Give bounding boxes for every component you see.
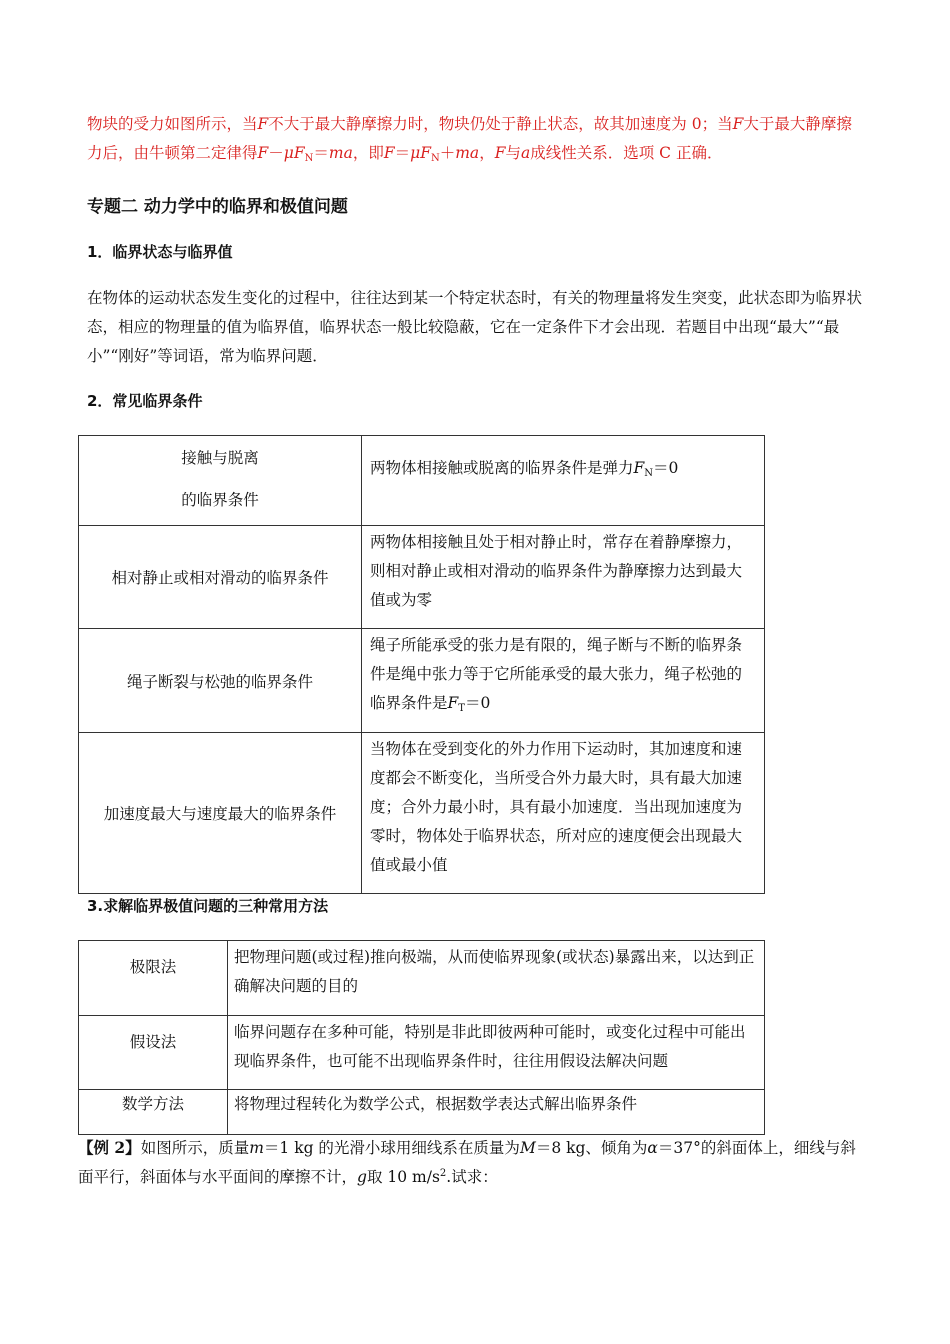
example-2: 【例 2】如图所示，质量m＝1 kg 的光滑小球用细线系在质量为M＝8 kg、倾角为α＝37°的斜面体上，细线与斜面平行，斜面体与水平面间的摩擦不计，g取 10 $m/s^2$.试求： (78, 1138, 856, 1186)
methods-table (78, 940, 765, 1135)
table-row (79, 1090, 765, 1135)
condition-label: 相对静止或相对滑动的临界条件 (79, 526, 362, 629)
method-label: 假设法 (79, 1016, 228, 1090)
section2-heading: 2．常见临界条件 (87, 392, 203, 410)
condition-desc: 两物体相接触且处于相对静止时，常存在着静摩擦力，则相对静止或相对滑动的临界条件为静摩擦力达到最大值或为零 (362, 526, 765, 629)
condition-desc: 绳子所能承受的张力是有限的，绳子断与不断的临界条件是绳中张力等于它所能承受的最大张力，绳子松弛的临界条件是$F_T=0$ (362, 629, 765, 733)
section3-heading: 3.求解临界极值问题的三种常用方法 (87, 897, 329, 915)
condition-desc: 当物体在受到变化的外力作用下运动时，其加速度和速度都会不断变化，当所受合外力最大时，具有最大加速度；合外力最小时，具有最小加速度．当出现加速度为零时，物体处于临界状态，所对应的速度便会出现最大值或最小值 (362, 733, 765, 894)
answer-explanation: 物块的受力如图所示，当F不大于最大静摩擦力时，物块仍处于静止状态，故其加速度为 0；当F大于最大静摩擦力后，由牛顿第二定律得$F-\mu F_N=ma$，即$F=\mu F_N+ma$，F与a成线性关系．选项 C 正确． (87, 115, 852, 164)
table-row (79, 1016, 765, 1090)
table-row (79, 733, 765, 894)
table-row (79, 436, 765, 526)
table-row (79, 526, 765, 629)
table-row (79, 941, 765, 1016)
method-desc: 将物理过程转化为数学公式，根据数学表达式解出临界条件 (228, 1090, 765, 1135)
condition-label: 接触与脱离 的临界条件 (79, 436, 362, 526)
section1-heading: 1．临界状态与临界值 (87, 243, 233, 261)
method-label: 数学方法 (79, 1090, 228, 1135)
condition-label: 加速度最大与速度最大的临界条件 (79, 733, 362, 894)
condition-desc: 两物体相接触或脱离的临界条件是弹力$F_N=0$ (362, 436, 765, 526)
condition-label: 绳子断裂与松弛的临界条件 (79, 629, 362, 733)
method-desc: 把物理问题(或过程)推向极端，从而使临界现象(或状态)暴露出来，以达到正确解决问题的目的 (228, 941, 765, 1016)
method-label: 极限法 (79, 941, 228, 1016)
critical-conditions-table (78, 435, 765, 894)
method-desc: 临界问题存在多种可能，特别是非此即彼两种可能时，或变化过程中可能出现临界条件，也可能不出现临界条件时，往往用假设法解决问题 (228, 1016, 765, 1090)
section1-body: 在物体的运动状态发生变化的过程中，往往达到某一个特定状态时，有关的物理量将发生突变，此状态即为临界状态，相应的物理量的值为临界值，临界状态一般比较隐蔽，它在一定条件下才会出现．若题目中出现“最大”“最小”“刚好”等词语，常为临界问题． (87, 289, 863, 365)
topic-title: 专题二 动力学中的临界和极值问题 (87, 197, 348, 217)
table-row (79, 629, 765, 733)
